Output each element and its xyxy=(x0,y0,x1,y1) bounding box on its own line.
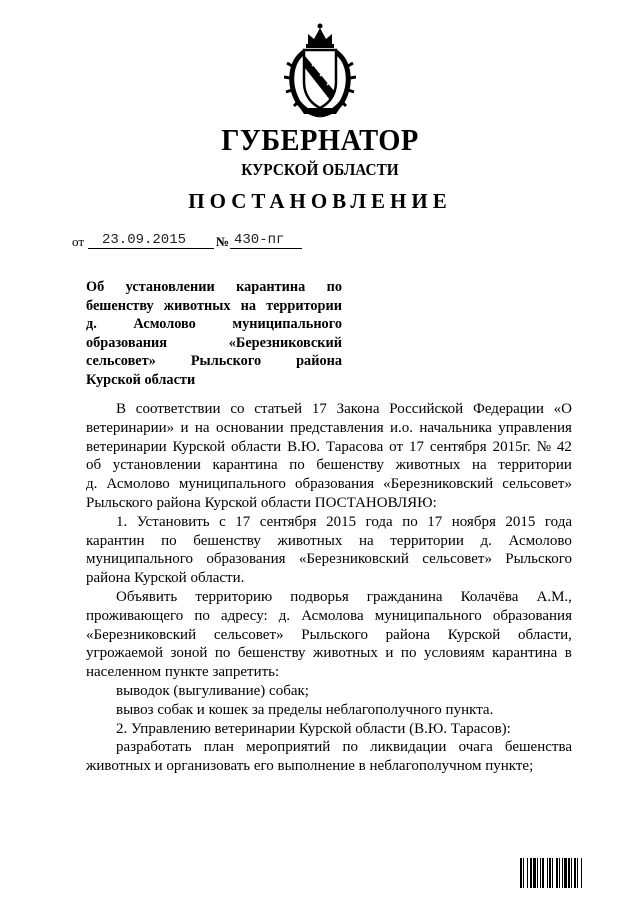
body-line: д. Асмолово муниципального образования «Березниковский сельсовет» xyxy=(86,476,572,493)
decree-subject xyxy=(86,278,342,389)
body-line: об установлении карантина по бешенству животных на территории xyxy=(86,457,572,474)
body-line: Рыльского района Курской области ПОСТАНОВЛЯЮ: xyxy=(86,494,437,511)
number-underline xyxy=(230,248,302,249)
subject-line: образования «Березниковский xyxy=(86,334,342,351)
body-line: выводок (выгуливание) собак; xyxy=(116,682,309,699)
subject-line: сельсовет» Рыльского района xyxy=(86,353,342,369)
decree-number: 430-пг xyxy=(234,232,285,248)
coat-of-arms-emblem xyxy=(284,22,356,118)
body-line: животных и организовать его выполнение в неблагополучном пункте; xyxy=(86,758,534,775)
body-line: вывоз собак и кошек за пределы неблагополучного пункта. xyxy=(116,701,494,718)
subject-line: Об установлении карантина по xyxy=(86,279,342,295)
date-number-line xyxy=(72,232,352,252)
subject-line: бешенству животных на территории xyxy=(86,297,342,314)
subject-line: д. Асмолово муниципального xyxy=(86,316,342,332)
body-line: разработать план мероприятий по ликвидации очага бешенства xyxy=(116,739,572,756)
body-line: муниципального образования «Березниковский сельсовет» Рыльского xyxy=(86,551,572,568)
decree-body xyxy=(86,400,572,776)
body-line: «Березниковский сельсовет» Рыльского района Курской области, xyxy=(86,626,572,643)
body-line: проживающего по адресу: д. Асмолова муниципального образования xyxy=(86,607,572,624)
body-line: 1. Установить с 17 сентября 2015 года по 17 ноября 2015 года xyxy=(116,513,572,530)
body-line: карантин по бешенству животных на территории д. Асмолово xyxy=(86,532,572,549)
body-line: ветеринарии Курской области В.Ю. Тарасова от 17 сентября 2015г. № 42 xyxy=(86,438,572,455)
document-type-heading: ПОСТАНОВЛЕНИЕ xyxy=(188,189,452,213)
body-line: Объявить территорию подворья гражданина Колачёва А.М., xyxy=(116,588,572,605)
number-prefix: № xyxy=(216,234,230,249)
body-line: 2. Управлению ветеринарии Курской области (В.Ю. Тарасов): xyxy=(116,720,511,737)
date-underline xyxy=(88,248,214,249)
barcode-image xyxy=(520,858,614,888)
subject-line: Курской области xyxy=(86,371,196,388)
body-line: угрожаемой зоной по бешенству животных и по условиям карантина в xyxy=(86,645,572,662)
body-line: ветеринарии» и на основании представления и.о. начальника управления xyxy=(86,419,572,436)
document-region-subtitle: КУРСКОЙ ОБЛАСТИ xyxy=(241,160,399,179)
decree-date: 23.09.2015 xyxy=(102,232,187,248)
date-prefix: от xyxy=(72,234,85,249)
body-line: В соответствии со статьей 17 Закона Российской Федерации «О xyxy=(116,401,572,417)
body-line: населенном пункте запретить: xyxy=(86,664,280,681)
body-line: района Курской области. xyxy=(86,570,245,587)
document-authority-title: ГУБЕРНАТОР xyxy=(221,122,419,157)
